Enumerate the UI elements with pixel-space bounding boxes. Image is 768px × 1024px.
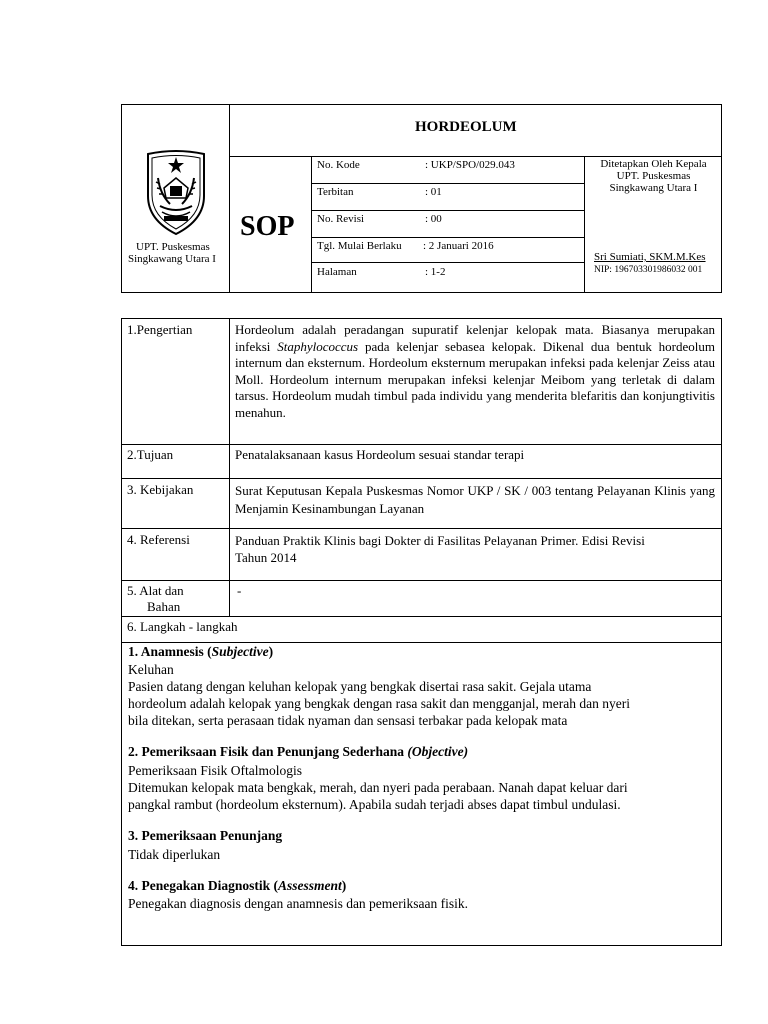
row-label-tujuan: 2.Tujuan xyxy=(127,447,174,462)
field-value-kode: : UKP/SPO/029.043 xyxy=(425,159,515,171)
header-divider-sop xyxy=(311,156,312,293)
step4-title-end: ) xyxy=(341,878,347,893)
step1-title-end: ) xyxy=(268,644,274,659)
step1-title xyxy=(128,644,273,660)
step3-text: Tidak diperlukan xyxy=(128,847,221,862)
field-row-divider xyxy=(311,183,584,184)
step1-text-line3: bila ditekan, serta perasaan tidak nyaman dan sensasi terbakar pada kelopak mata xyxy=(128,713,568,728)
approval-line2: UPT. Puskesmas xyxy=(616,170,691,182)
sop-label: SOP xyxy=(240,211,295,242)
row-divider xyxy=(121,478,722,479)
org-name-line1: UPT. Puskesmas xyxy=(136,241,210,253)
step2-title-italic: (Objective) xyxy=(407,744,469,759)
step4-title-text: 4. Penegakan Diagnostik ( xyxy=(128,878,279,893)
field-label-revisi: No. Revisi xyxy=(317,213,365,225)
field-label-kode: No. Kode xyxy=(317,159,360,171)
document-title: HORDEOLUM xyxy=(415,119,517,135)
table-label-column-divider xyxy=(229,318,230,616)
header-divider-title xyxy=(229,156,722,157)
header-divider-logo xyxy=(229,104,230,293)
field-label-tgl: Tgl. Mulai Berlaku xyxy=(317,240,402,252)
pengertian-text-italic: Staphylococcus xyxy=(277,338,359,354)
puskesmas-logo xyxy=(140,148,212,236)
approval-signer: Sri Sumiati, SKM.M.Kes xyxy=(594,251,706,263)
field-value-terbitan: : 01 xyxy=(425,186,442,198)
row-divider xyxy=(121,642,722,643)
step2-subtitle: Pemeriksaan Fisik Oftalmologis xyxy=(128,763,302,778)
field-value-tgl: : 2 Januari 2016 xyxy=(423,240,494,252)
step4-text: Penegakan diagnosis dengan anamnesis dan pemeriksaan fisik. xyxy=(128,896,469,911)
step1-subtitle: Keluhan xyxy=(128,662,174,677)
step2-title-text: 2. Pemeriksaan Fisik dan Penunjang Sederhana xyxy=(128,744,408,759)
approval-block xyxy=(585,158,722,194)
row-divider xyxy=(121,616,722,617)
org-name-line2: Singkawang Utara I xyxy=(128,253,216,265)
row-value-tujuan: Penatalaksanaan kasus Hordeolum sesuai standar terapi xyxy=(235,447,525,462)
row-value-kebijakan: Surat Keputusan Kepala Puskesmas Nomor UKP / SK / 003 tentang Pelayanan Klinis yang Menjamin Kesinambungan Layanan xyxy=(235,483,715,516)
pengertian-text-pre: Hordeolum adalah peradangan supuratif kelenjar kelopak mata. Biasanya merupakan infeksi xyxy=(235,322,715,354)
step3-title: 3. Pemeriksaan Penunjang xyxy=(128,828,283,843)
field-row-divider xyxy=(311,210,584,211)
row-label-kebijakan: 3. Kebijakan xyxy=(127,482,194,497)
row-label-alat-line2: Bahan xyxy=(147,599,181,614)
step1-title-italic: Subjective xyxy=(211,644,269,659)
pengertian-text-post: pada kelenjar sebasea kelopak. Dikenal dua bentuk hordeolum internum dan eksternum. Hordeolum eksternum merupakan infeksi pada kelenjar Zeiss atau Moll. Hordeolum internum merupakan infeksi kelenjar Meibom yang terletak di dalam tarsus. Hordeolum mudah timbul pada individu yang menderita blefaritis dan konjungtivitis menahun. xyxy=(235,338,715,420)
approval-nip: NIP: 196703301986032 001 xyxy=(594,265,703,275)
row-label-langkah: 6. Langkah - langkah xyxy=(127,619,238,634)
field-value-revisi: : 00 xyxy=(425,213,442,225)
row-divider xyxy=(121,444,722,445)
row-value-referensi: Panduan Praktik Klinis bagi Dokter di Fasilitas Pelayanan Primer. Edisi Revisi Tahun 2014 xyxy=(235,533,645,565)
field-row-divider xyxy=(311,237,584,238)
step1-title-text: 1. Anamnesis ( xyxy=(128,644,212,659)
step1-text-line2: hordeolum adalah kelopak yang bengkak dengan rasa sakit dan mengganjal, merah dan nyeri xyxy=(128,696,630,711)
step1-text-line1: Pasien datang dengan keluhan kelopak yang bengkak disertai rasa sakit. Gejala utama xyxy=(128,679,592,694)
step2-text-line1: Ditemukan kelopak mata bengkak, merah, dan nyeri pada perabaan. Nanah dapat keluar dari xyxy=(128,780,628,795)
row-label-pengertian: 1.Pengertian xyxy=(127,322,193,337)
row-value-pengertian xyxy=(235,322,715,421)
step2-title xyxy=(128,744,468,760)
row-label-referensi: 4. Referensi xyxy=(127,532,190,547)
field-row-divider xyxy=(311,262,584,263)
row-divider xyxy=(121,580,722,581)
field-label-terbitan: Terbitan xyxy=(317,186,354,198)
field-value-halaman: : 1-2 xyxy=(425,266,446,278)
step2-text-line2: pangkal rambut (hordeolum eksternum). Apabila sudah terjadi abses dapat timbul undulasi. xyxy=(128,797,621,812)
approval-line1: Ditetapkan Oleh Kepala xyxy=(600,158,707,170)
step4-title xyxy=(128,878,346,894)
approval-line3: Singkawang Utara I xyxy=(609,182,698,194)
step4-title-italic: Assessment xyxy=(278,878,342,893)
row-value-alat: - xyxy=(237,583,242,598)
field-label-halaman: Halaman xyxy=(317,266,357,278)
row-divider xyxy=(121,528,722,529)
row-label-alat-line1: 5. Alat dan xyxy=(127,583,184,598)
